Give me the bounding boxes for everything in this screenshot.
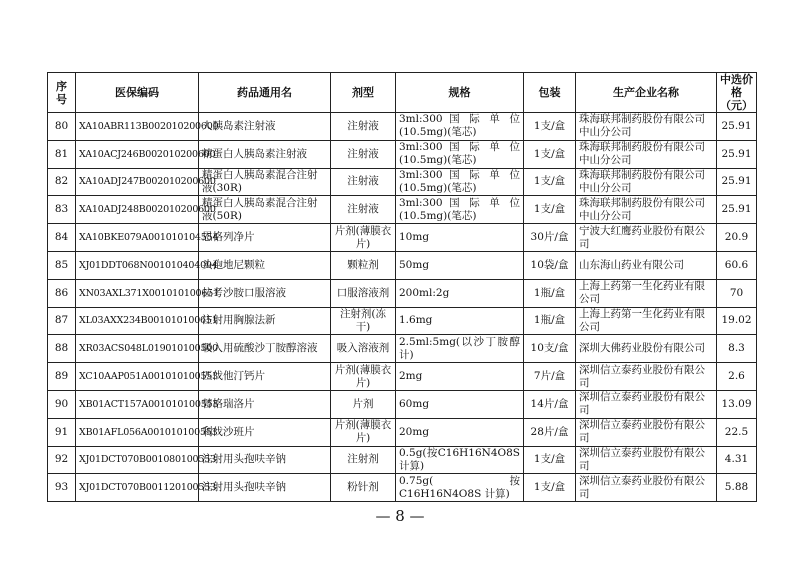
cell-specification: 3ml:300 国 际 单 位(10.5mg)(笔芯) <box>396 140 524 168</box>
cell-package: 1支/盒 <box>524 446 576 474</box>
cell-drug-name: 精蛋白人胰岛素注射液 <box>199 140 331 168</box>
cell-manufacturer: 深圳大佛药业股份有限公司 <box>576 335 717 363</box>
cell-manufacturer: 珠海联邦制药股份有限公司中山分公司 <box>576 140 717 168</box>
cell-specification: 0.5g(按C16H16N4O8S计算) <box>396 446 524 474</box>
column-header-price: 中选价格（元） <box>717 73 757 113</box>
cell-dosage-form: 注射液 <box>331 113 396 141</box>
cell-code: XB01AFL056A001010100553 <box>76 418 199 446</box>
cell-manufacturer: 深圳信立泰药业股份有限公司 <box>576 363 717 391</box>
cell-package: 1支/盒 <box>524 196 576 224</box>
cell-index: 90 <box>48 390 76 418</box>
cell-package: 30片/盒 <box>524 224 576 252</box>
cell-code: XC10AAP051A001010100553 <box>76 363 199 391</box>
cell-code: XJ01DCT070B001120100553 <box>76 474 199 502</box>
cell-specification: 3ml:300 国 际 单 位(10.5mg)(笔芯) <box>396 168 524 196</box>
table-row <box>48 224 757 252</box>
column-header-index: 序号 <box>48 73 76 113</box>
cell-code: XR03ACS048L019010100500 <box>76 335 199 363</box>
cell-dosage-form: 颗粒剂 <box>331 251 396 279</box>
cell-manufacturer: 珠海联邦制药股份有限公司中山分公司 <box>576 168 717 196</box>
cell-index: 84 <box>48 224 76 252</box>
cell-specification: 3ml:300 国 际 单 位(10.5mg)(笔芯) <box>396 196 524 224</box>
cell-specification: 60mg <box>396 390 524 418</box>
cell-dosage-form: 注射液 <box>331 140 396 168</box>
column-header-specification: 规格 <box>396 73 524 113</box>
cell-drug-name: 精蛋白人胰岛素混合注射液(50R) <box>199 196 331 224</box>
cell-manufacturer: 深圳信立泰药业股份有限公司 <box>576 474 717 502</box>
table-row <box>48 335 757 363</box>
cell-package: 1瓶/盒 <box>524 307 576 335</box>
table-row <box>48 446 757 474</box>
cell-specification: 0.75g(按 C16H16N4O8S 计算) <box>396 474 524 502</box>
cell-package: 1支/盒 <box>524 140 576 168</box>
column-header-manufacturer: 生产企业名称 <box>576 73 717 113</box>
cell-code: XA10ABR113B002010200600 <box>76 113 199 141</box>
cell-index: 85 <box>48 251 76 279</box>
cell-price: 20.9 <box>717 224 757 252</box>
table-row <box>48 140 757 168</box>
column-header-code: 医保编码 <box>76 73 199 113</box>
cell-dosage-form: 粉针剂 <box>331 474 396 502</box>
cell-package: 10袋/盒 <box>524 251 576 279</box>
cell-code: XA10ADJ248B002010200600 <box>76 196 199 224</box>
cell-manufacturer: 珠海联邦制药股份有限公司中山分公司 <box>576 196 717 224</box>
cell-dosage-form: 片剂 <box>331 390 396 418</box>
cell-price: 13.09 <box>717 390 757 418</box>
cell-price: 4.31 <box>717 446 757 474</box>
cell-index: 82 <box>48 168 76 196</box>
cell-package: 1支/盒 <box>524 474 576 502</box>
table-header-row <box>48 73 757 113</box>
cell-package: 28片/盒 <box>524 418 576 446</box>
cell-drug-name: 注射用头孢呋辛钠 <box>199 446 331 474</box>
cell-price: 8.3 <box>717 335 757 363</box>
cell-drug-name: 注射用头孢呋辛钠 <box>199 474 331 502</box>
cell-index: 81 <box>48 140 76 168</box>
cell-drug-name: 人胰岛素注射液 <box>199 113 331 141</box>
cell-price: 25.91 <box>717 113 757 141</box>
cell-code: XA10BKE079A001010104554 <box>76 224 199 252</box>
cell-price: 25.91 <box>717 196 757 224</box>
cell-dosage-form: 吸入溶液剂 <box>331 335 396 363</box>
table-row <box>48 390 757 418</box>
cell-index: 86 <box>48 279 76 307</box>
cell-package: 7片/盒 <box>524 363 576 391</box>
cell-specification: 3ml:300 国 际 单 位(10.5mg)(笔芯) <box>396 113 524 141</box>
cell-package: 14片/盒 <box>524 390 576 418</box>
cell-manufacturer: 深圳信立泰药业股份有限公司 <box>576 446 717 474</box>
cell-index: 83 <box>48 196 76 224</box>
table-row <box>48 279 757 307</box>
cell-package: 1瓶/盒 <box>524 279 576 307</box>
cell-package: 1支/盒 <box>524 113 576 141</box>
cell-specification: 1.6mg <box>396 307 524 335</box>
cell-package: 10支/盒 <box>524 335 576 363</box>
cell-dosage-form: 注射剂(冻干) <box>331 307 396 335</box>
cell-price: 25.91 <box>717 140 757 168</box>
cell-price: 2.6 <box>717 363 757 391</box>
cell-manufacturer: 上海上药第一生化药业有限公司 <box>576 279 717 307</box>
table-row <box>48 474 757 502</box>
cell-drug-name: 恩格列净片 <box>199 224 331 252</box>
cell-index: 88 <box>48 335 76 363</box>
cell-price: 19.02 <box>717 307 757 335</box>
cell-code: XA10ADJ247B002010200600 <box>76 168 199 196</box>
cell-dosage-form: 注射液 <box>331 196 396 224</box>
cell-manufacturer: 深圳信立泰药业股份有限公司 <box>576 418 717 446</box>
table-row <box>48 418 757 446</box>
cell-index: 87 <box>48 307 76 335</box>
cell-manufacturer: 宁波大红鹰药业股份有限公司 <box>576 224 717 252</box>
cell-dosage-form: 注射剂 <box>331 446 396 474</box>
cell-drug-name: 拉考沙胺口服溶液 <box>199 279 331 307</box>
column-header-dosage-form: 剂型 <box>331 73 396 113</box>
cell-price: 5.88 <box>717 474 757 502</box>
cell-specification: 10mg <box>396 224 524 252</box>
cell-price: 22.5 <box>717 418 757 446</box>
cell-drug-name: 利伐沙班片 <box>199 418 331 446</box>
table-row <box>48 251 757 279</box>
cell-specification: 2.5ml:5mg(以沙丁胺醇计) <box>396 335 524 363</box>
cell-index: 93 <box>48 474 76 502</box>
cell-manufacturer: 山东海山药业有限公司 <box>576 251 717 279</box>
cell-price: 25.91 <box>717 168 757 196</box>
cell-dosage-form: 口服溶液剂 <box>331 279 396 307</box>
cell-dosage-form: 片剂(薄膜衣片) <box>331 418 396 446</box>
cell-code: XJ01DCT070B001080100553 <box>76 446 199 474</box>
cell-manufacturer: 上海上药第一生化药业有限公司 <box>576 307 717 335</box>
cell-code: XB01ACT157A001010100553 <box>76 390 199 418</box>
cell-code: XA10ACJ246B002010200600 <box>76 140 199 168</box>
cell-code: XL03AXX234B001010100651 <box>76 307 199 335</box>
cell-drug-name: 替格瑞洛片 <box>199 390 331 418</box>
cell-index: 89 <box>48 363 76 391</box>
cell-index: 91 <box>48 418 76 446</box>
cell-drug-name: 头孢地尼颗粒 <box>199 251 331 279</box>
cell-package: 1支/盒 <box>524 168 576 196</box>
cell-manufacturer: 珠海联邦制药股份有限公司中山分公司 <box>576 113 717 141</box>
cell-specification: 2mg <box>396 363 524 391</box>
table-row <box>48 307 757 335</box>
cell-manufacturer: 深圳信立泰药业股份有限公司 <box>576 390 717 418</box>
cell-specification: 20mg <box>396 418 524 446</box>
table-row <box>48 196 757 224</box>
page-number: — 8 — <box>375 507 425 525</box>
cell-dosage-form: 注射液 <box>331 168 396 196</box>
cell-index: 92 <box>48 446 76 474</box>
drug-price-table <box>47 72 757 502</box>
cell-dosage-form: 片剂(薄膜衣片) <box>331 363 396 391</box>
cell-specification: 50mg <box>396 251 524 279</box>
cell-specification: 200ml:2g <box>396 279 524 307</box>
cell-drug-name: 匹伐他汀钙片 <box>199 363 331 391</box>
cell-drug-name: 注射用胸腺法新 <box>199 307 331 335</box>
cell-code: XN03AXL371X001010100651 <box>76 279 199 307</box>
cell-index: 80 <box>48 113 76 141</box>
table-row <box>48 363 757 391</box>
cell-dosage-form: 片剂(薄膜衣片) <box>331 224 396 252</box>
cell-drug-name: 吸入用硫酸沙丁胺醇溶液 <box>199 335 331 363</box>
column-header-drug-name: 药品通用名 <box>199 73 331 113</box>
cell-code: XJ01DDT068N001010404094 <box>76 251 199 279</box>
cell-price: 60.6 <box>717 251 757 279</box>
column-header-package: 包装 <box>524 73 576 113</box>
cell-price: 70 <box>717 279 757 307</box>
table-row <box>48 168 757 196</box>
table-row <box>48 113 757 141</box>
cell-drug-name: 精蛋白人胰岛素混合注射液(30R) <box>199 168 331 196</box>
